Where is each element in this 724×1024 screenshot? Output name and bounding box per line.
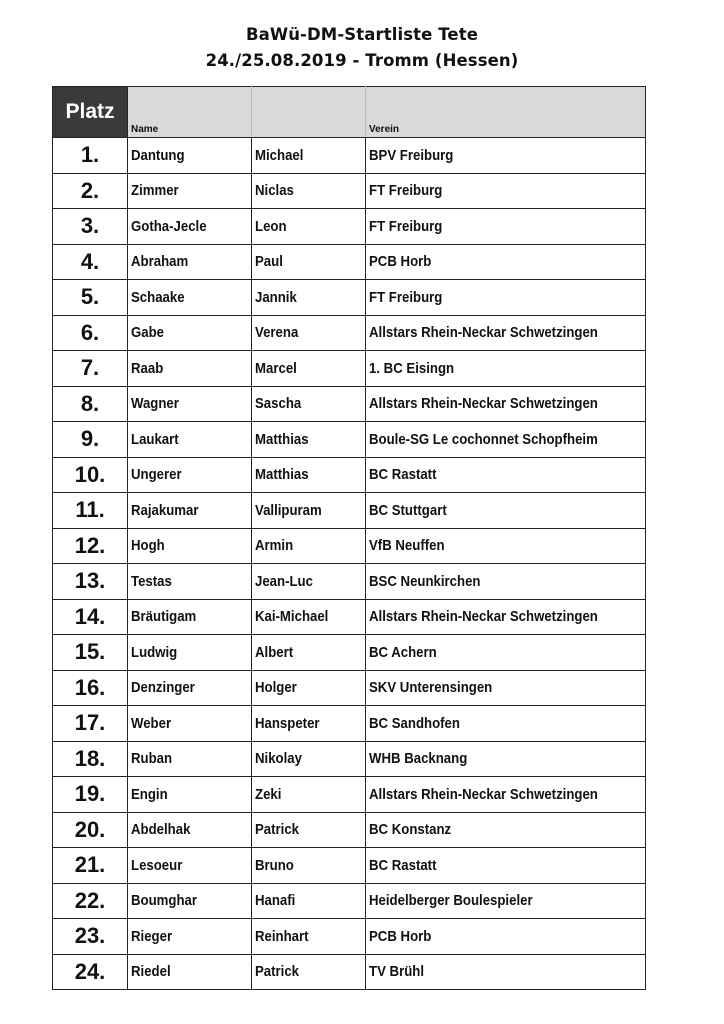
rank-cell: 5. (53, 280, 128, 316)
table-row (53, 493, 646, 529)
firstname-cell (252, 883, 366, 919)
surname-cell (128, 457, 252, 493)
firstname-cell (252, 848, 366, 884)
surname-cell (128, 422, 252, 458)
table-row (53, 315, 646, 351)
firstname-cell-text: Reinhart (255, 927, 309, 945)
table-row (53, 599, 646, 635)
surname-cell (128, 848, 252, 884)
club-cell-text: BC Sandhofen (369, 714, 460, 732)
firstname-cell-text: Verena (255, 324, 299, 342)
club-cell-text: BC Konstanz (369, 821, 452, 839)
verein-header: Verein (366, 87, 646, 138)
firstname-cell-text: Kai-Michael (255, 608, 329, 626)
surname-cell (128, 386, 252, 422)
surname-cell-text: Abdelhak (131, 821, 191, 839)
firstname-cell-text: Matthias (255, 430, 309, 448)
surname-cell (128, 777, 252, 813)
surname-cell-text: Lesoeur (131, 856, 183, 874)
club-cell (366, 493, 646, 529)
rank-cell: 3. (53, 209, 128, 245)
club-cell-text: Allstars Rhein-Neckar Schwetzingen (369, 395, 598, 413)
table-header-row (53, 87, 646, 138)
rank-cell: 9. (53, 422, 128, 458)
firstname-cell-text: Nikolay (255, 750, 302, 768)
firstname-cell-text: Vallipuram (255, 501, 322, 519)
club-cell (366, 280, 646, 316)
rank-cell: 15. (53, 635, 128, 671)
firstname-cell (252, 173, 366, 209)
firstname-cell-text: Hanspeter (255, 714, 320, 732)
firstname-cell-text: Armin (255, 537, 294, 555)
firstname-header (252, 87, 366, 138)
rank-cell: 24. (53, 954, 128, 990)
firstname-cell-text: Niclas (255, 182, 294, 200)
firstname-cell (252, 422, 366, 458)
start-list-table (52, 86, 646, 990)
table-row (53, 812, 646, 848)
surname-cell (128, 244, 252, 280)
surname-cell-text: Wagner (131, 395, 179, 413)
club-cell (366, 315, 646, 351)
club-cell (366, 386, 646, 422)
surname-cell-text: Denzinger (131, 679, 195, 697)
surname-cell (128, 493, 252, 529)
rank-cell: 20. (53, 812, 128, 848)
surname-cell-text: Testas (131, 572, 172, 590)
rank-cell: 23. (53, 919, 128, 955)
surname-cell-text: Boumghar (131, 892, 197, 910)
surname-cell (128, 670, 252, 706)
surname-cell (128, 954, 252, 990)
firstname-cell (252, 138, 366, 174)
surname-cell (128, 209, 252, 245)
club-cell (366, 741, 646, 777)
firstname-cell (252, 706, 366, 742)
surname-cell (128, 706, 252, 742)
table-row (53, 173, 646, 209)
surname-cell (128, 173, 252, 209)
firstname-cell-text: Sascha (255, 395, 302, 413)
surname-cell (128, 315, 252, 351)
name-header: Name (128, 87, 252, 138)
rank-cell: 4. (53, 244, 128, 280)
club-cell-text: Allstars Rhein-Neckar Schwetzingen (369, 785, 598, 803)
club-cell (366, 209, 646, 245)
surname-cell (128, 741, 252, 777)
rank-cell: 11. (53, 493, 128, 529)
club-cell-text: TV Brühl (369, 963, 424, 981)
club-cell-text: SKV Unterensingen (369, 679, 493, 697)
table-row (53, 528, 646, 564)
club-cell-text: WHB Backnang (369, 750, 468, 768)
table-row (53, 422, 646, 458)
firstname-cell (252, 351, 366, 387)
club-cell (366, 351, 646, 387)
club-cell (366, 954, 646, 990)
surname-cell-text: Laukart (131, 430, 179, 448)
surname-cell-text: Hogh (131, 537, 165, 555)
firstname-cell-text: Matthias (255, 466, 309, 484)
club-cell-text: BC Rastatt (369, 856, 437, 874)
firstname-cell-text: Paul (255, 253, 283, 271)
club-cell-text: Boule-SG Le cochonnet Schopfheim (369, 430, 598, 448)
club-cell (366, 457, 646, 493)
firstname-cell-text: Albert (255, 643, 294, 661)
rank-cell: 7. (53, 351, 128, 387)
surname-cell-text: Ruban (131, 750, 173, 768)
club-cell (366, 599, 646, 635)
firstname-cell (252, 528, 366, 564)
surname-cell-text: Raab (131, 359, 164, 377)
surname-cell-text: Riedel (131, 963, 171, 981)
document-title: BaWü-DM-Startliste Tete (246, 25, 478, 44)
table-row (53, 848, 646, 884)
club-cell-text: FT Freiburg (369, 217, 443, 235)
club-cell (366, 812, 646, 848)
firstname-cell-text: Bruno (255, 856, 294, 874)
table-row (53, 635, 646, 671)
club-cell-text: BPV Freiburg (369, 146, 454, 164)
surname-cell (128, 812, 252, 848)
firstname-cell (252, 741, 366, 777)
firstname-cell-text: Patrick (255, 963, 300, 981)
club-cell (366, 919, 646, 955)
club-cell-text: PCB Horb (369, 253, 432, 271)
surname-cell (128, 883, 252, 919)
firstname-cell (252, 670, 366, 706)
rank-cell: 2. (53, 173, 128, 209)
rank-cell: 21. (53, 848, 128, 884)
firstname-cell (252, 386, 366, 422)
firstname-cell-text: Patrick (255, 821, 300, 839)
firstname-cell-text: Marcel (255, 359, 297, 377)
surname-cell-text: Ludwig (131, 643, 178, 661)
table-row (53, 777, 646, 813)
surname-cell-text: Dantung (131, 146, 185, 164)
rank-cell: 12. (53, 528, 128, 564)
table-row (53, 919, 646, 955)
club-cell (366, 670, 646, 706)
firstname-cell (252, 777, 366, 813)
club-cell (366, 848, 646, 884)
club-cell (366, 777, 646, 813)
firstname-cell (252, 919, 366, 955)
surname-cell (128, 635, 252, 671)
rank-cell: 19. (53, 777, 128, 813)
table-row (53, 457, 646, 493)
firstname-cell-text: Jannik (255, 288, 297, 306)
surname-cell (128, 351, 252, 387)
club-cell-text: FT Freiburg (369, 182, 443, 200)
surname-cell (128, 564, 252, 600)
surname-cell-text: Rajakumar (131, 501, 199, 519)
surname-cell-text: Engin (131, 785, 168, 803)
table-row (53, 741, 646, 777)
document-header (0, 22, 724, 74)
rank-cell: 18. (53, 741, 128, 777)
club-cell-text: VfB Neuffen (369, 537, 445, 555)
table-row (53, 209, 646, 245)
firstname-cell-text: Jean-Luc (255, 572, 313, 590)
club-cell-text: Allstars Rhein-Neckar Schwetzingen (369, 608, 598, 626)
firstname-cell (252, 954, 366, 990)
table-row (53, 564, 646, 600)
table-row (53, 883, 646, 919)
firstname-cell (252, 244, 366, 280)
table-row (53, 670, 646, 706)
firstname-cell-text: Zeki (255, 785, 282, 803)
surname-cell (128, 599, 252, 635)
table-row (53, 244, 646, 280)
rank-cell: 13. (53, 564, 128, 600)
surname-cell (128, 138, 252, 174)
club-cell (366, 564, 646, 600)
rank-cell: 8. (53, 386, 128, 422)
surname-cell (128, 528, 252, 564)
rank-cell: 22. (53, 883, 128, 919)
surname-cell-text: Abraham (131, 253, 189, 271)
platz-header: Platz (53, 87, 128, 138)
club-cell-text: Allstars Rhein-Neckar Schwetzingen (369, 324, 598, 342)
club-cell (366, 635, 646, 671)
firstname-cell (252, 599, 366, 635)
table-row (53, 954, 646, 990)
table-row (53, 706, 646, 742)
club-cell-text: Heidelberger Boulespieler (369, 892, 533, 910)
surname-cell-text: Gotha-Jecle (131, 217, 207, 235)
firstname-cell (252, 812, 366, 848)
surname-cell-text: Bräutigam (131, 608, 197, 626)
table-row (53, 386, 646, 422)
surname-cell-text: Gabe (131, 324, 165, 342)
surname-cell-text: Rieger (131, 927, 173, 945)
table-row (53, 138, 646, 174)
table-row (53, 351, 646, 387)
club-cell (366, 883, 646, 919)
table-row (53, 280, 646, 316)
firstname-cell-text: Michael (255, 146, 304, 164)
firstname-cell (252, 493, 366, 529)
surname-cell-text: Zimmer (131, 182, 179, 200)
rank-cell: 16. (53, 670, 128, 706)
rank-cell: 17. (53, 706, 128, 742)
club-cell-text: PCB Horb (369, 927, 432, 945)
rank-cell: 10. (53, 457, 128, 493)
firstname-cell-text: Hanafi (255, 892, 296, 910)
firstname-cell (252, 457, 366, 493)
document-subtitle: 24./25.08.2019 - Tromm (Hessen) (205, 51, 519, 70)
rank-cell: 1. (53, 138, 128, 174)
club-cell-text: BC Achern (369, 643, 437, 661)
firstname-cell (252, 209, 366, 245)
club-cell (366, 528, 646, 564)
firstname-cell-text: Leon (255, 217, 287, 235)
surname-cell-text: Schaake (131, 288, 185, 306)
club-cell-text: FT Freiburg (369, 288, 443, 306)
club-cell (366, 244, 646, 280)
firstname-cell (252, 635, 366, 671)
club-cell-text: 1. BC Eisingn (369, 359, 455, 377)
firstname-cell (252, 564, 366, 600)
club-cell (366, 706, 646, 742)
surname-cell (128, 280, 252, 316)
rank-cell: 14. (53, 599, 128, 635)
firstname-cell-text: Holger (255, 679, 297, 697)
firstname-cell (252, 280, 366, 316)
club-cell-text: BSC Neunkirchen (369, 572, 481, 590)
surname-cell (128, 919, 252, 955)
club-cell (366, 422, 646, 458)
surname-cell-text: Weber (131, 714, 172, 732)
firstname-cell (252, 315, 366, 351)
club-cell (366, 173, 646, 209)
rank-cell: 6. (53, 315, 128, 351)
club-cell (366, 138, 646, 174)
club-cell-text: BC Stuttgart (369, 501, 447, 519)
surname-cell-text: Ungerer (131, 466, 182, 484)
club-cell-text: BC Rastatt (369, 466, 437, 484)
